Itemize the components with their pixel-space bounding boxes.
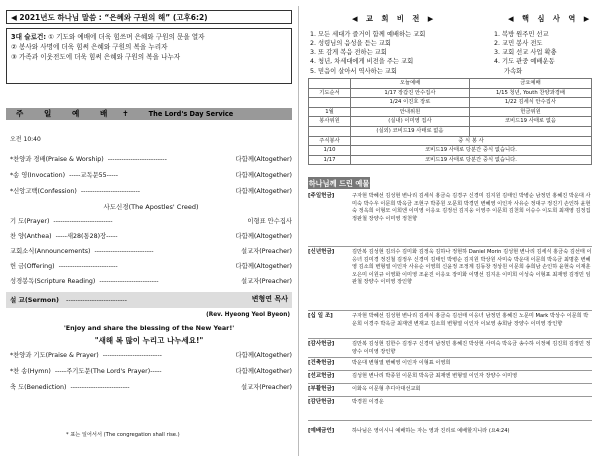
table-cell: 코비드19 사태로 당분간 중식 없습니다. xyxy=(351,155,592,165)
table-cell: 1/10 xyxy=(309,146,351,156)
table-cell: 코비드19 사태로 없음 xyxy=(469,117,591,127)
item-name: *신앙고백(Confession) xyxy=(10,188,77,195)
service-item xyxy=(10,156,292,164)
table-cell: 1/17 xyxy=(309,155,351,165)
table-cell: (실내) 이미영 집사 xyxy=(351,117,470,127)
table-cell xyxy=(309,127,351,137)
stand-note: * 표는 일어서서 (The congregation shall rise.) xyxy=(66,432,180,438)
offering-report-title: 하나님께 드린 예물 xyxy=(308,178,370,188)
item-dash: -------------------------- xyxy=(99,278,159,285)
offering-category: [주일헌금] xyxy=(308,193,335,199)
page-divider xyxy=(298,6,299,456)
item-dash: -------------------------- xyxy=(107,156,167,163)
vision-item: 5. 믿음이 살아서 역사하는 교회 xyxy=(310,67,398,75)
service-item xyxy=(10,218,292,226)
service-time: 오전 10:40 xyxy=(10,136,41,143)
service-item xyxy=(10,368,292,376)
offering-divider xyxy=(308,338,592,339)
item-dash: -----교독문55----- xyxy=(69,172,119,179)
service-item xyxy=(10,248,292,256)
mission-item: 가속화 xyxy=(504,67,523,75)
offering-category: [감단헌금] xyxy=(308,399,335,405)
offering-category: [감사헌금] xyxy=(308,341,335,347)
mission-item: 2. 교민 봉사 전도 xyxy=(494,40,543,48)
table-row xyxy=(309,136,592,146)
service-item xyxy=(10,384,292,392)
table-cell xyxy=(469,127,591,137)
table-row xyxy=(309,155,592,165)
item-leader: 설교자(Preacher) xyxy=(241,384,292,391)
item-dash: -----새28(통28)장----- xyxy=(55,233,118,240)
offering-names: 구자현 박혜선 김성현 변나리 김세식 홍금숙 김선태 이응녀 남정민 홍혜진 노문미 Mark 박상수 이문희 박운희 이경주 박옥금 최재엔 변재교 김소희 변형열 이인자 이보영 송희남 장양수 이미영 장인향 xyxy=(352,313,589,327)
offering-category: [건축헌금] xyxy=(308,360,335,366)
item-name: 성경봉독(Scripture Reading) xyxy=(10,278,96,285)
item-dash: -------------------------- xyxy=(58,263,118,270)
worship-title-bar xyxy=(6,108,292,120)
item-leader: 다함께(Altogether) xyxy=(235,156,292,163)
offering-divider xyxy=(308,310,592,311)
sermon-title-korean: "새해 복 많이 누리고 나누세요!" xyxy=(94,336,204,345)
offering-category: [십 일 조] xyxy=(308,313,333,319)
worship-title-english: The Lord's Day Service xyxy=(148,109,234,118)
offering-names: 김만복 김성현 김의수 김미화 김정욱 김하나 정현하 Daniel Morin 김성현 변나리 김세식 홍금숙 김선태 이응녀 김미경 정진철 김정우 신경미 김태인 박병순 김지원 박상원 사미숙 박운대 이문희 박옥금 최명훈 변혜영 김소희 변형열 이인자 사유순 이영희 신윤정 조정계 김동창 정상원 이문희 송희남 손인하 윤현숙 이재훈 오은미 이원규 이영화 이미영 조윤진 이응요 장미화 이명선 김지운 이미희 이성숙 이형표 최재영 김정민 임판철 장양수 이미영 장인향 xyxy=(352,249,592,286)
offering-divider xyxy=(308,420,592,421)
table-cell: 봉사위원 xyxy=(309,117,351,127)
mission-item: 4. 기도 관중 예배운동 xyxy=(494,58,555,66)
verse-label: [예배금언] xyxy=(308,428,335,434)
table-row xyxy=(309,79,592,89)
offering-divider xyxy=(308,370,592,371)
item-leader: 이형표 안수집사 xyxy=(247,218,292,225)
offering-category: [부활헌금] xyxy=(308,386,335,392)
table-cell: (실외) 코비드19 사태로 없음 xyxy=(351,127,470,137)
mission-item: 1. 복방 원주민 선교 xyxy=(494,31,549,38)
table-row xyxy=(309,107,592,117)
item-name: *찬양과 경배(Praise & Worship) xyxy=(10,156,104,163)
item-dash: -------------------------- xyxy=(53,218,113,225)
vision-item: 2. 성령님의 음성을 듣는 교회 xyxy=(310,40,391,48)
table-cell: 중 식 봉 사 xyxy=(351,136,592,146)
item-name: *찬 송(Hymn) xyxy=(10,368,51,375)
table-row xyxy=(309,88,592,98)
mission-title: ◀ 핵 심 사 역 ▶ xyxy=(508,14,593,23)
mission-list xyxy=(494,30,557,76)
item-name: 교회소식(Announcements) xyxy=(10,248,91,255)
slogan-item-1: ① 기도와 예배에 더욱 힘쓰며 은혜와 구원의 문을 열자 xyxy=(48,33,205,41)
table-cell xyxy=(309,79,351,89)
offering-divider xyxy=(308,396,592,397)
table-cell: 1/17 장갑진 안수집사 xyxy=(351,88,470,98)
table-cell xyxy=(309,98,351,108)
table-cell: 1월 xyxy=(309,107,351,117)
preacher-name: 변형연 목사 xyxy=(251,295,288,303)
vision-title: ◀ 교 회 비 전 ▶ xyxy=(352,14,437,23)
item-name: 찬 양(Anthea) xyxy=(10,233,52,240)
offering-divider xyxy=(308,383,592,384)
item-dash: -------------------------- xyxy=(102,352,162,359)
vision-item: 3. 또 감게 복음 전하는 교회 xyxy=(310,49,387,57)
service-item xyxy=(10,352,292,360)
worship-title-korean: 주 일 예 배 xyxy=(16,109,117,119)
mission-item: 3. 교회 선교 사업 확충 xyxy=(494,49,557,57)
item-dash: -------------------------- xyxy=(70,384,130,391)
sermon-title-english: 'Enjoy and share the blessing of the New Year!' xyxy=(63,324,235,332)
service-schedule-table xyxy=(308,78,592,165)
table-cell: 1/15 청년, Youth 찬양과경배 xyxy=(469,88,591,98)
item-name: *찬양과 기도(Praise & Prayer) xyxy=(10,352,99,359)
table-row xyxy=(309,146,592,156)
right-page xyxy=(304,0,596,463)
verse-text: 하나님은 영이시니 예배하는 자는 영과 진리로 예배할지니라 (요4:24) xyxy=(352,428,510,434)
offering-category: [신년헌금] xyxy=(308,249,335,255)
offering-names: 구자현 박혜선 김성현 변나리 김세식 홍금숙 김경구 신경미 김지원 김태인 박병순 남정민 홍혜진 박운대 사미숙 박수우 이문희 박옥금 조현구 박종원 오문희 박경민 변혜영 이인자 사유순 정대구 정진기 손인하 윤현숙 정옥희 이형모 이희엔 이미영 이응요 김정선 김지웅 이영주 이문희 김천희 이승수 이도희 최재영 김정집 정판철 장양수 이미영 정천향 xyxy=(352,193,591,222)
slogan-box xyxy=(6,28,292,84)
vision-item: 1. 모든 세대가 즐거이 함께 예배하는 교회 xyxy=(310,31,426,38)
table-cell: 1/24 이진호 장로 xyxy=(351,98,470,108)
item-name: 헌 금(Offering) xyxy=(10,263,55,270)
table-cell: 코비드19 사태로 당분간 중식 없습니다. xyxy=(351,146,592,156)
service-item xyxy=(10,263,292,271)
service-item xyxy=(10,188,292,196)
offering-divider xyxy=(308,357,592,358)
item-leader: 다함께(Altogether) xyxy=(235,188,292,195)
item-leader: 다함께(Altogether) xyxy=(235,172,292,179)
item-leader: 다함께(Altogether) xyxy=(235,233,292,240)
slogan-item-3: ③ 가족과 이웃전도에 더욱 힘써 은혜와 구원의 복을 나누자 xyxy=(11,53,181,62)
offering-category: [선교헌금] xyxy=(308,373,335,379)
item-dash: -------------------------- xyxy=(80,188,140,195)
service-item xyxy=(10,233,292,241)
table-cell: 안내위원 xyxy=(351,107,470,117)
creed-line: 사도신경(The Apostles' Creed) xyxy=(103,203,199,211)
offering-names: 박경원 이경운 xyxy=(352,399,384,405)
item-dash: -----주기도문(The Lord's Prayer)----- xyxy=(54,368,162,375)
offering-names: 김만복 김성현 김한수 김정구 신경미 남정민 홍혜진 박상현 사미숙 박옥금 송수하 이정예 김진희 김정민 정양수 이미영 장인향 xyxy=(352,341,591,355)
preacher-name-english: (Rev. Hyeong Yeol Byeon) xyxy=(206,312,290,318)
item-name: 기 도(Prayer) xyxy=(10,218,50,225)
sermon-label: 설 교(Sermon) xyxy=(10,296,59,304)
table-cell: 헌금위원 xyxy=(469,107,591,117)
item-leader: 설교자(Preacher) xyxy=(241,278,292,285)
offering-names: 박운대 변형열 변혜영 이인자 이형표 이영희 xyxy=(352,360,451,366)
offering-names: 이화옥 이문형 추디아대선교회 xyxy=(352,386,421,392)
vision-item: 4. 청년, 차세대에게 비전을 주는 교회 xyxy=(310,58,414,66)
item-leader: 다함께(Altogether) xyxy=(235,263,292,270)
table-cell: 기도순서 xyxy=(309,88,351,98)
offering-names: 김성현 변나리 박종원 이문희 박옥금 최재엔 변형열 이인자 장양수 이미영 xyxy=(352,373,518,379)
slogan-item-2: ② 봉사와 사명에 더욱 힘써 은혜와 구원의 복을 누리자 xyxy=(11,43,168,52)
table-row xyxy=(309,117,592,127)
item-leader: 다함께(Altogether) xyxy=(235,368,292,375)
table-cell: 금요예배 xyxy=(469,79,591,89)
item-name: *송 영(Invocation) xyxy=(10,172,66,179)
item-leader: 설교자(Preacher) xyxy=(241,248,292,255)
table-cell: 주식봉사 xyxy=(309,136,351,146)
table-cell: 오늘예배 xyxy=(351,79,470,89)
table-cell: 1/22 김세식 안수집사 xyxy=(469,98,591,108)
service-item xyxy=(10,172,292,180)
vision-list xyxy=(310,30,425,76)
annual-verse-box: ◀ 2021년도 하나님 말씀 : “은혜와 구원의 해” (고후6:2) xyxy=(6,10,292,24)
service-item xyxy=(10,278,292,286)
sermon-dash: -------------------------- xyxy=(66,296,127,304)
sermon-highlight xyxy=(6,292,292,308)
table-row xyxy=(309,127,592,137)
item-leader: 다함께(Altogether) xyxy=(235,352,292,359)
item-dash: -------------------------- xyxy=(94,248,154,255)
offering-divider xyxy=(308,246,592,247)
item-name: 축 도(Benediction) xyxy=(10,384,67,391)
table-row xyxy=(309,98,592,108)
left-page xyxy=(6,0,296,463)
slogan-heading: 3대 슬로건: xyxy=(11,33,46,41)
cross-icon: ✝ xyxy=(122,109,129,119)
